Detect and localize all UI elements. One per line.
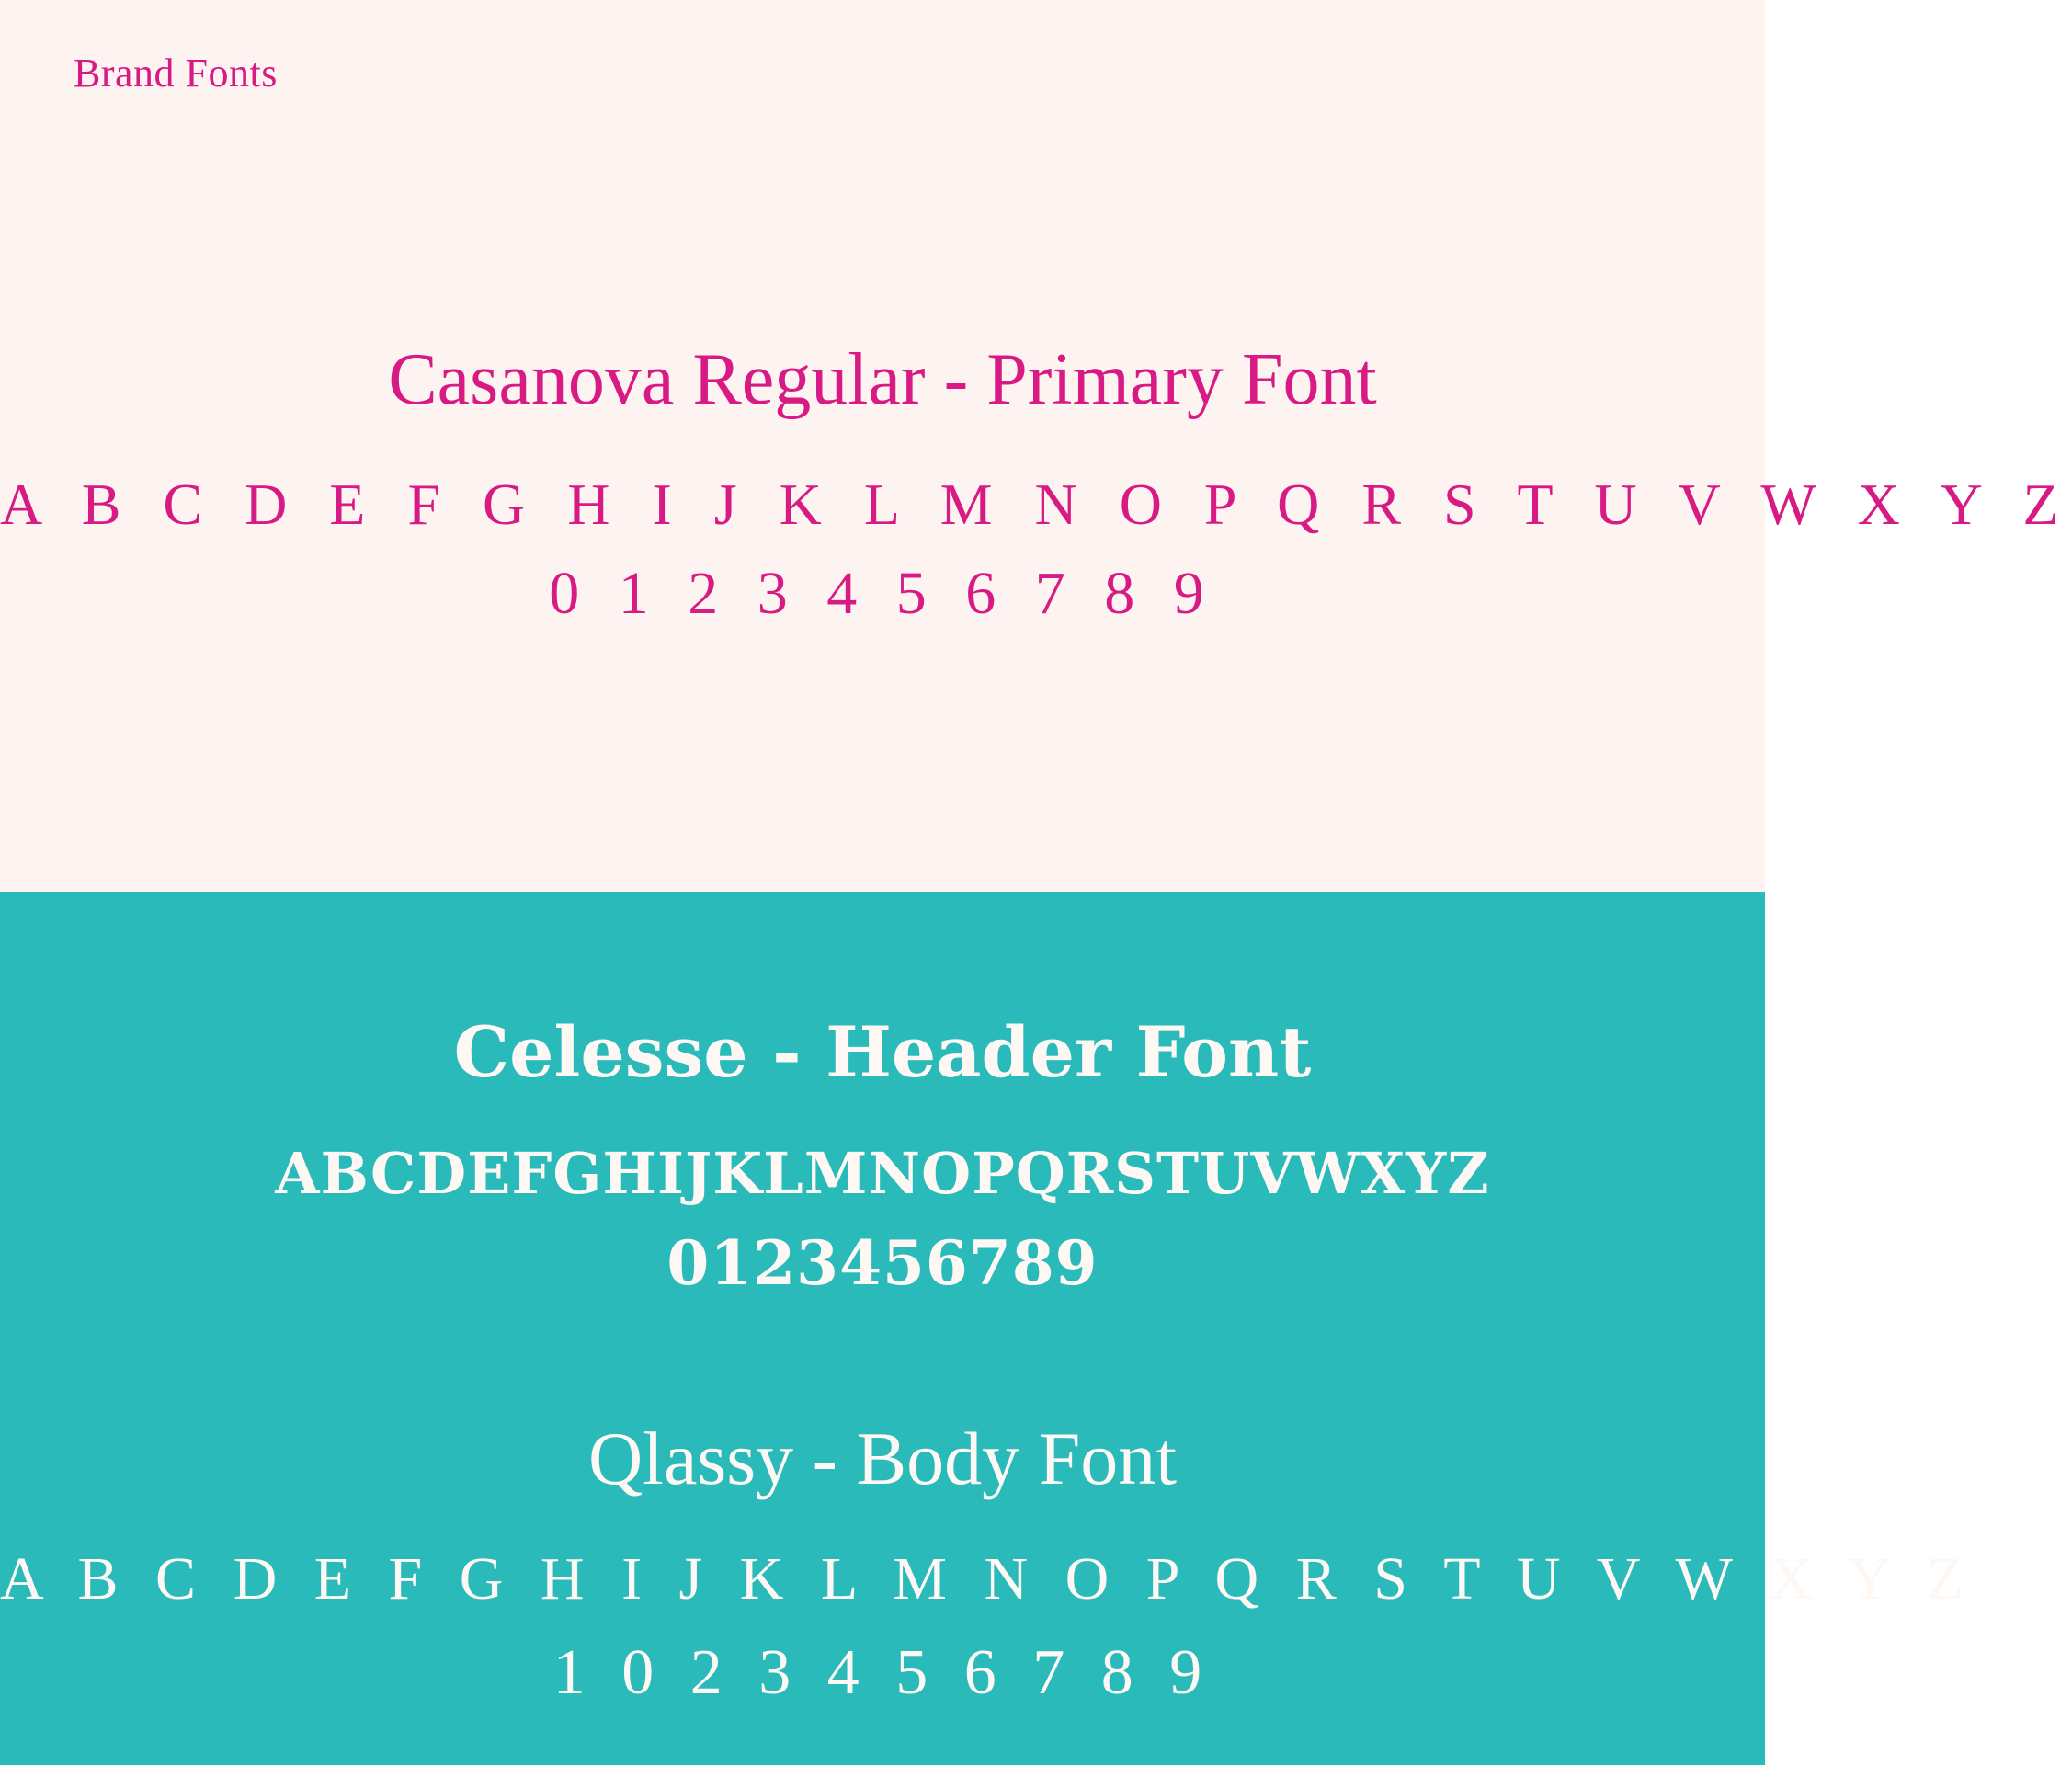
body-font-alphabet: A B C D E F G H I J K L M N O P Q R S T U V W X Y Z: [0, 1545, 1975, 1612]
primary-font-digits: 0 1 2 3 4 5 6 7 8 9: [549, 560, 1216, 627]
primary-font-alphabet: A B C D E F G H I J K L M N O P Q R S T U V W X Y Z: [0, 472, 2072, 537]
body-font-title: Qlassy - Body Font: [587, 1417, 1178, 1500]
header-font-digits: 0123456789: [666, 1227, 1099, 1299]
page-heading: Brand Fonts: [74, 51, 278, 96]
header-font-title: Celesse - Header Font: [453, 1011, 1312, 1093]
primary-font-title: Casanova Regular - Primary Font: [388, 339, 1377, 420]
header-font-alphabet: ABCDEFGHIJKLMNOPQRSTUVWXYZ: [275, 1140, 1490, 1207]
body-font-digits: 1 0 2 3 4 5 6 7 8 9: [552, 1637, 1212, 1708]
